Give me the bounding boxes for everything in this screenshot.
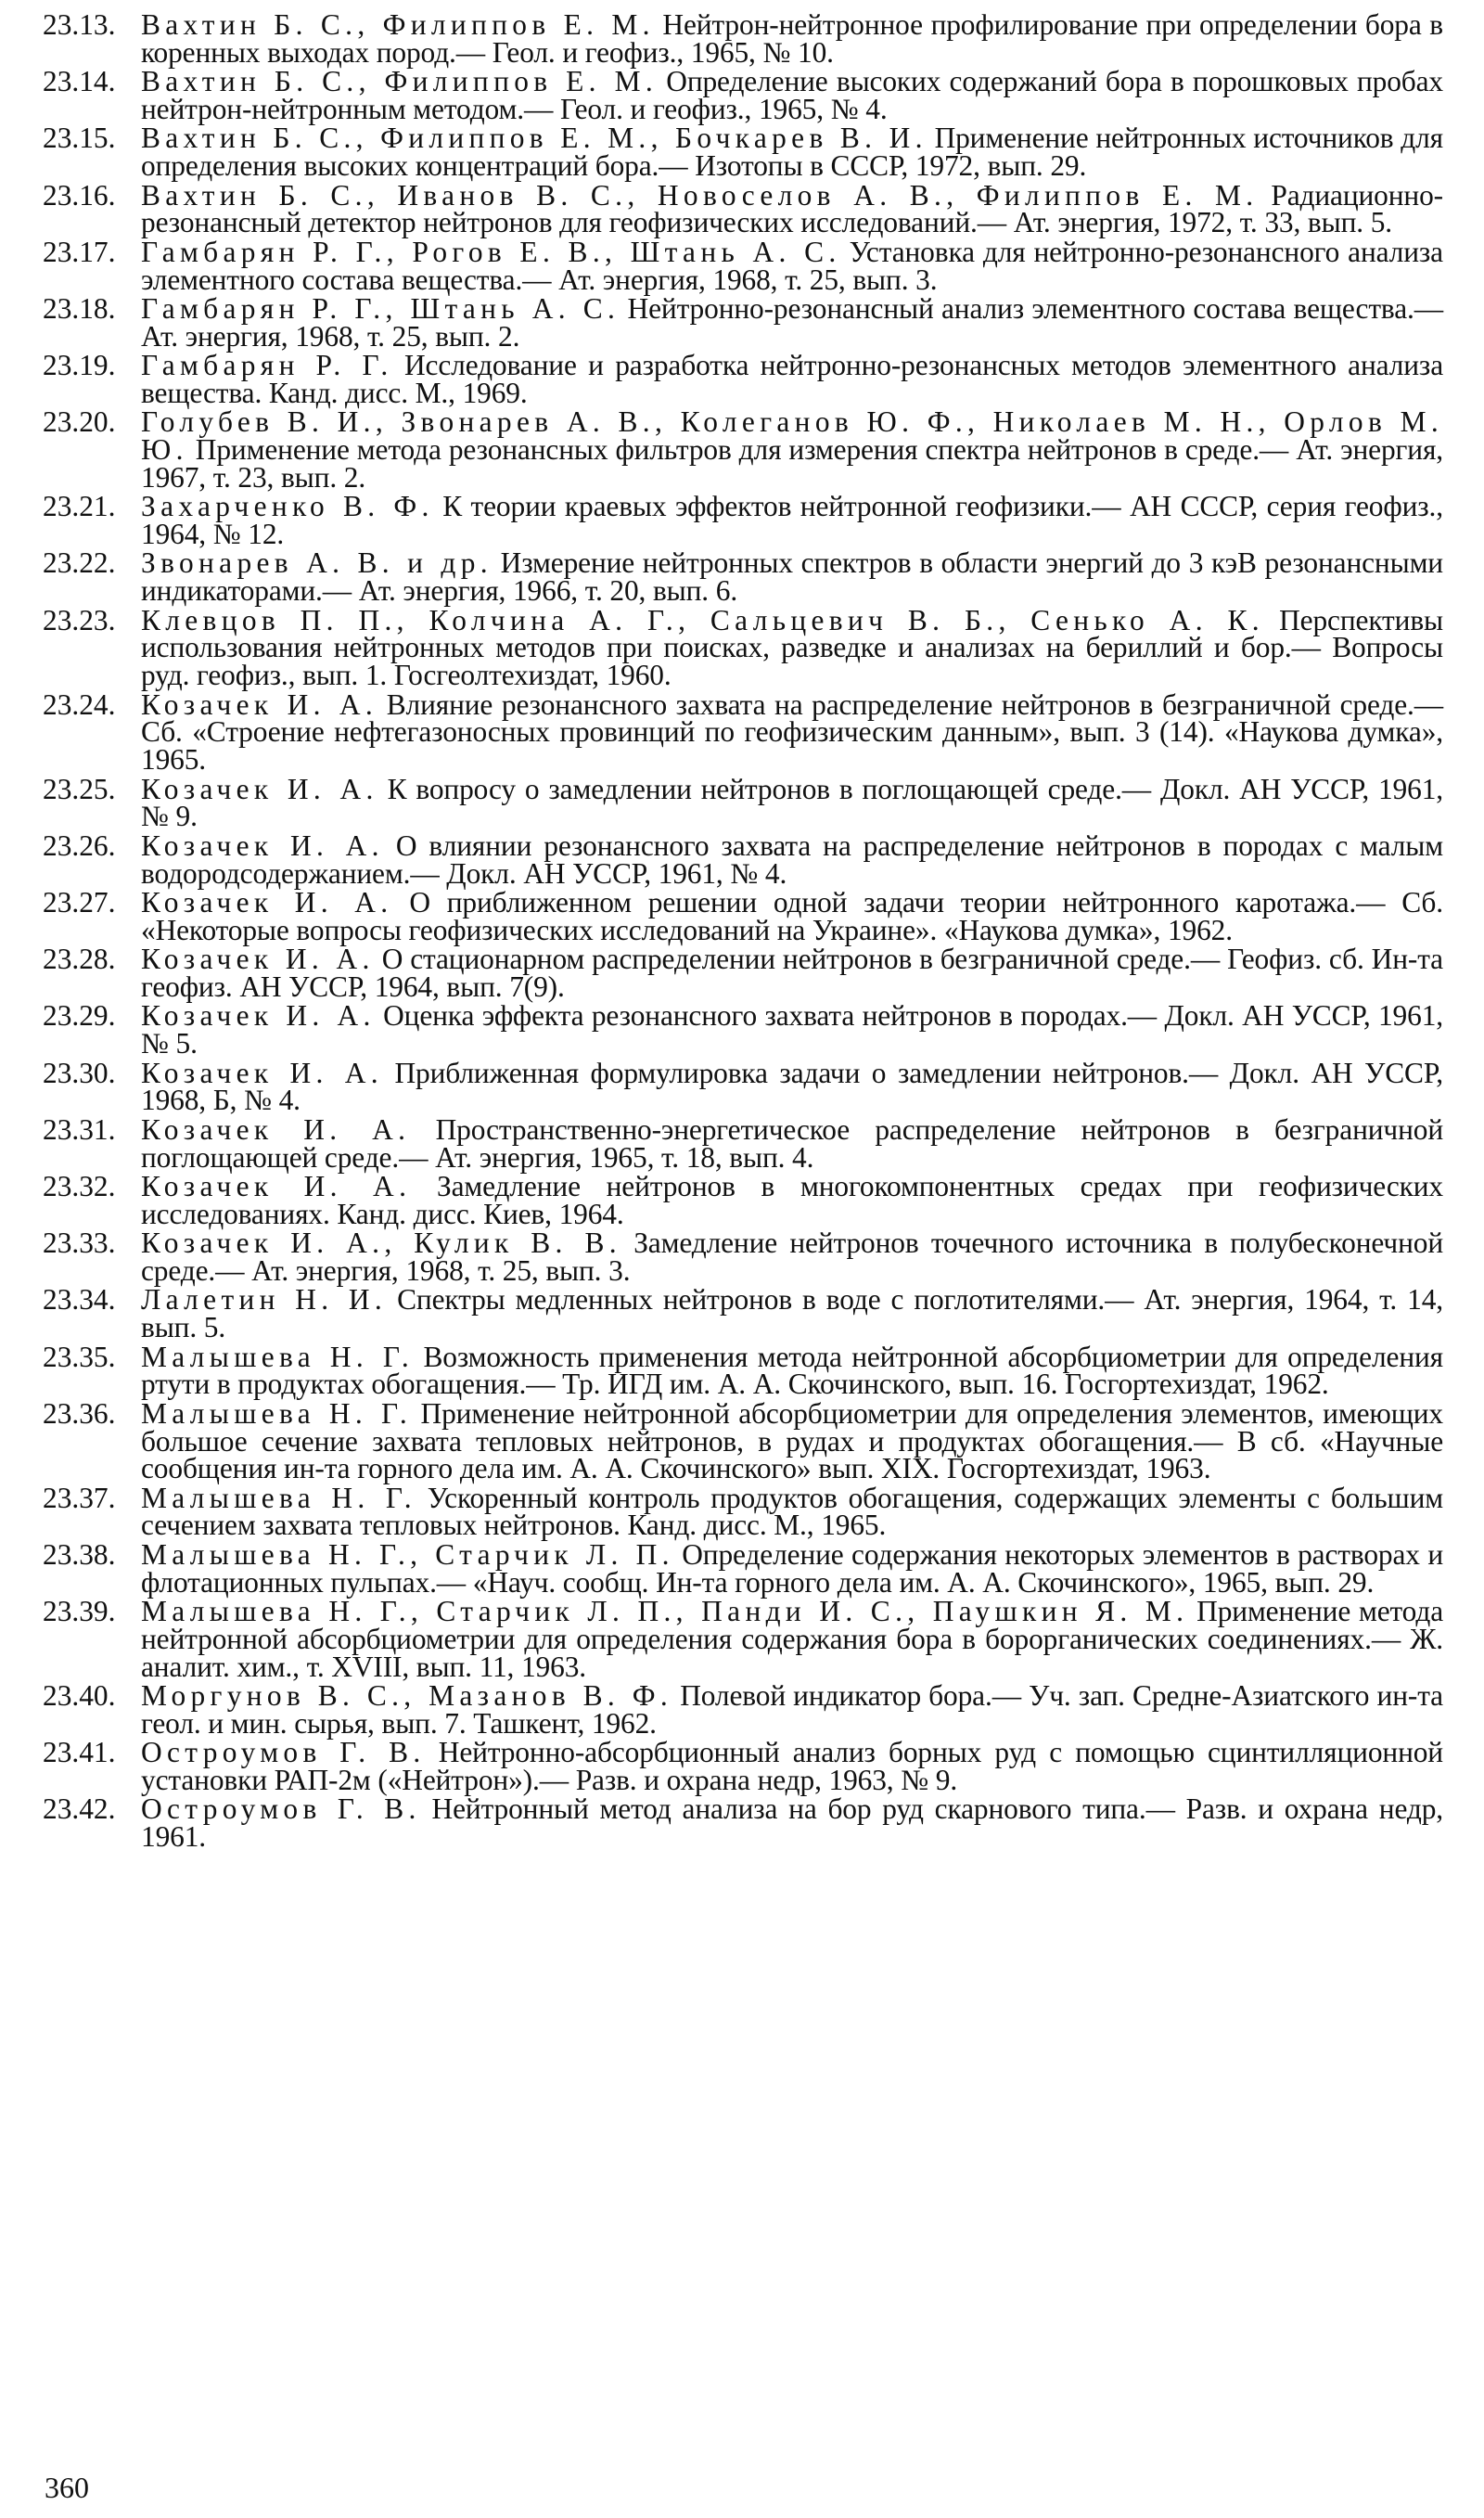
entry-text	[141, 178, 1443, 239]
entry-authors: Голубев В. И., Звонарев А. В., Колеганов Ю. Ф., Николаев М. Н., Орлов М. Ю.	[141, 405, 1443, 467]
entry-authors: Моргунов В. С., Мазанов В. Ф.	[141, 1679, 673, 1713]
bibliography-entry	[43, 829, 1443, 890]
bibliography-entry	[43, 886, 1443, 946]
entry-text	[141, 772, 1443, 833]
entry-text	[141, 1595, 1443, 1683]
entry-reference: Применение метода нейтронной абсорбциометрии для определения содержания бора в борорганических соединениях.— Ж. аналит. хим., т. XVIII, вып. 11, 1963.	[141, 1595, 1443, 1683]
entry-number: 23.36.	[43, 1396, 116, 1430]
entry-number: 23.37.	[43, 1481, 116, 1514]
bibliography-entry	[43, 490, 1443, 551]
entry-authors: Малышева Н. Г.	[141, 1396, 413, 1430]
entry-number: 23.20.	[43, 405, 116, 439]
entry-number: 23.26.	[43, 829, 116, 862]
entry-authors: Козачек И. А.	[141, 999, 376, 1033]
entry-text	[141, 490, 1443, 551]
entry-authors: Остроумов Г. В.	[141, 1736, 426, 1769]
entry-reference: Нейтронно-резонансный анализ элементного состава вещества.— Ат. энергия, 1968, т. 25, вып. 2.	[141, 291, 1443, 353]
bibliography-entry	[43, 65, 1443, 125]
entry-text	[141, 687, 1443, 777]
entry-reference: Полевой индикатор бора.— Уч. зап. Средне-Азиатского ин-та геол. и мин. сырья, вып. 7. Ташкент, 1962.	[141, 1679, 1443, 1740]
entry-text	[141, 1679, 1443, 1740]
entry-authors: Захарченко В. Ф.	[141, 490, 434, 523]
entry-number: 23.25.	[43, 772, 116, 805]
entry-reference: К теории краевых эффектов нейтронной геофизики.— АН СССР, серия геофиз., 1964, № 12.	[141, 490, 1443, 551]
entry-number: 23.17.	[43, 235, 116, 268]
entry-authors: Вахтин Б. С., Филиппов Е. М.	[141, 65, 658, 98]
entry-authors: Малышева Н. Г.	[141, 1340, 415, 1373]
entry-text	[141, 65, 1443, 125]
entry-number: 23.15.	[43, 122, 116, 155]
entry-reference: Исследование и разработка нейтронно-резонансных методов элементного анализа вещества. Канд. дисс. М., 1969.	[141, 349, 1444, 409]
entry-number: 23.35.	[43, 1340, 116, 1373]
entry-authors: Козачек И. А.	[141, 1169, 412, 1202]
entry-number: 23.14.	[43, 65, 116, 98]
entry-reference: Применение нейтронной абсорбциометрии для определения элементов, имеющих большое сечение захвата тепловых нейтронов, в рудах и продуктах обогащения.— В сб. «Научные сообщения ин-та горного дела им. А. А. Скочинского» вып. XIX. Госгортехиздат, 1963.	[141, 1396, 1443, 1485]
bibliography-entry	[43, 999, 1443, 1060]
entry-number: 23.18.	[43, 291, 116, 325]
entry-reference: Определение высоких содержаний бора в порошковых пробах нейтрон-нейтронным методом.— Геол. и геофиз., 1965, № 4.	[141, 65, 1443, 125]
bibliography-entry	[43, 1595, 1443, 1683]
bibliography-entry	[43, 8, 1443, 69]
entry-authors: Козачек И. А.	[141, 886, 393, 919]
entry-reference: О стационарном распределении нейтронов в безграничной среде.— Геофиз. сб. Ин-та геофиз. АН УССР, 1964, вып. 7(9).	[141, 943, 1443, 1003]
entry-reference: О приближенном решении одной задачи теории нейтронного каротажа.— Сб. «Некоторые вопросы геофизических исследований на Украине». «Наукова думка», 1962.	[141, 886, 1443, 946]
entry-text	[141, 999, 1443, 1060]
entry-text	[141, 829, 1443, 890]
bibliography-entry	[43, 1340, 1443, 1401]
bibliography-entry	[43, 1169, 1443, 1230]
entry-text	[141, 235, 1443, 296]
entry-reference: Нейтрон-нейтронное профилирование при определении бора в коренных выходах пород.— Геол. и геофиз., 1965, № 10.	[141, 8, 1443, 69]
entry-authors: Козачек И. А.	[141, 943, 375, 976]
entry-reference: Замедление нейтронов в многокомпонентных средах при геофизических исследованиях. Канд. дисс. Киев, 1964.	[141, 1169, 1443, 1230]
entry-number: 23.41.	[43, 1736, 116, 1769]
entry-number: 23.19.	[43, 349, 116, 382]
bibliography-entry	[43, 1112, 1443, 1174]
bibliography-entry	[43, 178, 1443, 239]
entry-text	[141, 546, 1443, 608]
entry-text	[141, 1283, 1443, 1344]
bibliography-entry	[43, 1396, 1443, 1485]
bibliography-list	[43, 8, 1444, 1854]
entry-number: 23.22.	[43, 546, 116, 580]
bibliography-entry	[43, 1736, 1443, 1797]
entry-reference: Установка для нейтронно-резонансного анализа элементного состава вещества.— Ат. энергия, 1968, т. 25, вып. 3.	[141, 235, 1443, 296]
entry-reference: О влиянии резонансного захвата на распределение нейтронов в породах с малым водородсодержанием.— Докл. АН УССР, 1961, № 4.	[141, 829, 1443, 890]
entry-text	[141, 1169, 1443, 1230]
entry-number: 23.28.	[43, 943, 116, 976]
entry-text	[141, 886, 1443, 946]
entry-text	[141, 405, 1443, 494]
entry-authors: Вахтин Б. С., Филиппов Е. М.	[141, 8, 655, 41]
entry-authors: Вахтин Б. С., Филиппов Е. М., Бочкарев В. И.	[141, 122, 928, 155]
page-number: 360	[45, 2471, 89, 2504]
entry-reference: Оценка эффекта резонансного захвата нейтронов в породах.— Докл. АН УССР, 1961, № 5.	[141, 999, 1443, 1060]
entry-number: 23.33.	[43, 1227, 116, 1260]
bibliography-entry	[43, 546, 1443, 608]
entry-reference: Применение метода резонансных фильтров для измерения спектра нейтронов в среде.— Ат. энергия, 1967, т. 23, вып. 2.	[141, 433, 1443, 494]
bibliography-entry	[43, 603, 1443, 692]
entry-number: 23.16.	[43, 178, 116, 212]
entry-reference: Влияние резонансного захвата на распределение нейтронов в безграничной среде.— Сб. «Строение нефтегазоносных провинций по геофизическим данным», вып. 3 (14). «Наукова думка», 1965.	[141, 687, 1443, 777]
entry-reference: Спектры медленных нейтронов в воде с поглотителями.— Ат. энергия, 1964, т. 14, вып. 5.	[141, 1283, 1443, 1344]
entry-authors: Козачек И. А.	[141, 1112, 411, 1146]
entry-authors: Козачек И. А.	[141, 687, 378, 721]
bibliography-entry	[43, 235, 1443, 296]
entry-authors: Малышева Н. Г., Старчик Л. П., Панди И. С., Паушкин Я. М.	[141, 1595, 1189, 1628]
entry-number: 23.29.	[43, 999, 116, 1033]
entry-reference: Радиационно-резонансный детектор нейтронов для геофизических исследований.— Ат. энергия, 1972, т. 33, вып. 5.	[141, 178, 1443, 239]
entry-text	[141, 8, 1443, 69]
entry-reference: Пространственно-энергетическое распределение нейтронов в безграничной поглощающей среде.— Ат. энергия, 1965, т. 18, вып. 4.	[141, 1112, 1443, 1174]
entry-authors: Козачек И. А.	[141, 829, 384, 862]
bibliography-entry	[43, 1481, 1444, 1542]
entry-text	[141, 1112, 1443, 1174]
entry-authors: Козачек И. А., Кулик В. В.	[141, 1227, 621, 1260]
entry-reference: Определение содержания некоторых элементов в растворах и флотационных пульпах.— «Науч. сообщ. Ин-та горного дела им. А. А. Скочинского», 1965, вып. 29.	[141, 1537, 1443, 1599]
bibliography-entry	[43, 1792, 1443, 1854]
entry-authors: Малышева Н. Г.	[141, 1481, 416, 1514]
entry-authors: Гамбарян Р. Г., Штань А. С.	[141, 291, 620, 325]
entry-reference: Нейтронный метод анализа на бор руд скарнового типа.— Разв. и охрана недр, 1961.	[141, 1792, 1443, 1854]
entry-reference: Ускоренный контроль продуктов обогащения, содержащих элементы с большим сечением захвата тепловых нейтронов. Канд. дисс. М., 1965.	[141, 1481, 1444, 1542]
entry-authors: Козачек И. А.	[141, 1056, 383, 1089]
bibliography-entry	[43, 1537, 1443, 1599]
entry-text	[141, 349, 1444, 409]
entry-number: 23.40.	[43, 1679, 116, 1713]
entry-authors: Клевцов П. П., Колчина А. Г., Сальцевич В. Б., Сенько А. К.	[141, 603, 1264, 636]
entry-number: 23.32.	[43, 1169, 116, 1202]
bibliography-entry	[43, 1056, 1443, 1117]
bibliography-entry	[43, 1283, 1443, 1344]
entry-text	[141, 291, 1443, 353]
entry-number: 23.23.	[43, 603, 116, 636]
bibliography-entry	[43, 687, 1443, 777]
bibliography-entry	[43, 1679, 1443, 1740]
entry-text	[141, 1056, 1443, 1117]
bibliography-entry	[43, 945, 1443, 1001]
entry-reference: Замедление нейтронов точечного источника в полубесконечной среде.— Ат. энергия, 1968, т. 25, вып. 3.	[141, 1227, 1444, 1287]
entry-number: 23.27.	[43, 886, 116, 919]
entry-number: 23.42.	[43, 1792, 116, 1826]
entry-text	[141, 1340, 1443, 1401]
bibliography-entry	[43, 405, 1443, 494]
bibliography-entry	[43, 1229, 1443, 1285]
entry-text	[141, 1229, 1443, 1285]
entry-authors: Малышева Н. Г., Старчик Л. П.	[141, 1537, 674, 1571]
entry-number: 23.34.	[43, 1283, 116, 1317]
bibliography-entry	[43, 291, 1443, 353]
entry-text	[141, 1396, 1443, 1485]
entry-authors: Лалетин Н. И.	[141, 1283, 388, 1317]
entry-reference: Перспективы использования нейтронных методов при поисках, разведке и анализах на бериллий и бор.— Вопросы руд. геофиз., вып. 1. Госгеолтехиздат, 1960.	[141, 603, 1443, 692]
entry-text	[141, 1736, 1443, 1797]
entry-text	[141, 1481, 1444, 1542]
entry-reference: Возможность применения метода нейтронной абсорбциометрии для определения ртути в продуктах обогащения.— Тр. ИГД им. А. А. Скочинского, вып. 16. Госгортехиздат, 1962.	[141, 1340, 1443, 1401]
entry-authors: Козачек И. А.	[141, 772, 378, 805]
entry-authors: Гамбарян Р. Г., Рогов Е. В., Штань А. С.	[141, 235, 841, 268]
entry-number: 23.13.	[43, 8, 116, 41]
entry-text	[141, 603, 1443, 692]
entry-text	[141, 945, 1443, 1001]
bibliography-entry	[43, 349, 1444, 409]
entry-number: 23.24.	[43, 687, 116, 721]
entry-number: 23.31.	[43, 1112, 116, 1146]
entry-authors: Остроумов Г. В.	[141, 1792, 421, 1826]
entry-text	[141, 122, 1443, 183]
entry-number: 23.30.	[43, 1056, 116, 1089]
entry-number: 23.39.	[43, 1595, 116, 1628]
bibliography-entry	[43, 122, 1443, 183]
entry-reference: Применение нейтронных источников для определения высоких концентраций бора.— Изотопы в СССР, 1972, вып. 29.	[141, 122, 1443, 183]
bibliography-entry	[43, 772, 1443, 833]
entry-text	[141, 1792, 1443, 1854]
entry-reference: Приближенная формулировка задачи о замедлении нейтронов.— Докл. АН УССР, 1968, Б, № 4.	[141, 1056, 1443, 1117]
entry-text	[141, 1537, 1443, 1599]
entry-number: 23.21.	[43, 490, 116, 523]
entry-authors: Звонарев А. В. и др.	[141, 546, 493, 580]
entry-number: 23.38.	[43, 1537, 116, 1571]
entry-reference: Измерение нейтронных спектров в области энергий до 3 кэВ резонансными индикаторами.— Ат. энергия, 1966, т. 20, вып. 6.	[141, 546, 1443, 608]
entry-authors: Гамбарян Р. Г.	[141, 349, 393, 382]
entry-authors: Вахтин Б. С., Иванов В. С., Новоселов А. В., Филиппов Е. М.	[141, 178, 1259, 212]
entry-reference: К вопросу о замедлении нейтронов в поглощающей среде.— Докл. АН УССР, 1961, № 9.	[141, 772, 1443, 833]
entry-reference: Нейтронно-абсорбционный анализ борных руд с помощью сцинтилляционной установки РАП-2м («Нейтрон»).— Разв. и охрана недр, 1963, № 9.	[141, 1736, 1443, 1797]
